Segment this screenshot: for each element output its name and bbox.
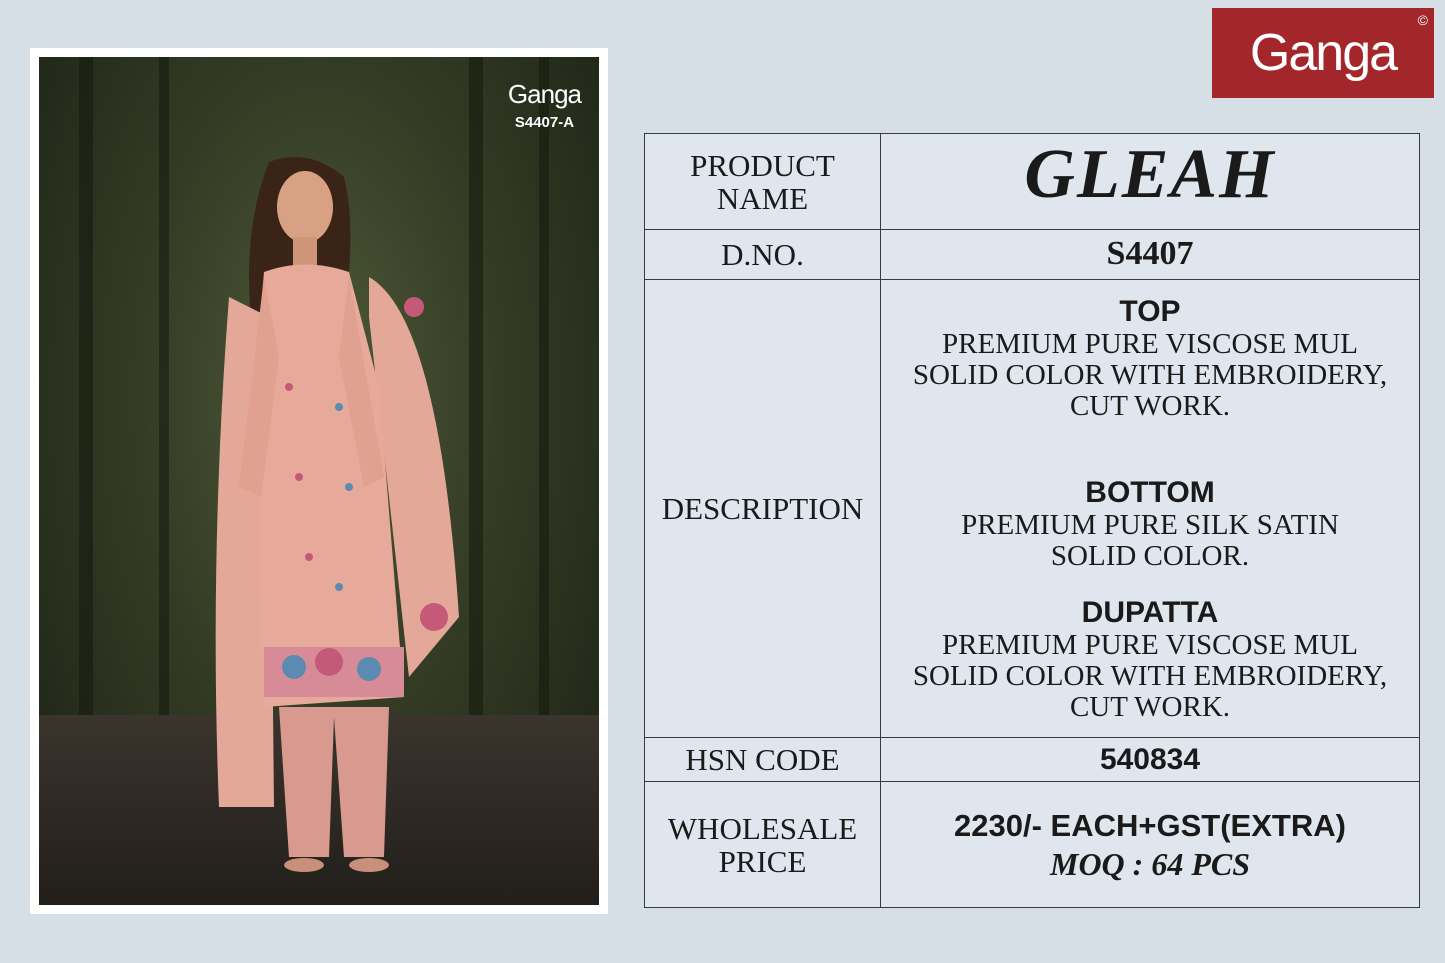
photo-design-code: S4407-A — [514, 114, 575, 131]
dupatta-title: DUPATTA — [1081, 595, 1219, 629]
brand-logo — [1212, 8, 1434, 98]
price-value: 2230/- EACH+GST(EXTRA) — [954, 807, 1346, 843]
product-name-cell — [881, 134, 1420, 230]
description-label: DESCRIPTION — [645, 280, 881, 738]
product-name-label — [645, 134, 881, 230]
dno-label: D.NO. — [645, 230, 881, 280]
photo-brand-logo: Ganga — [507, 79, 581, 109]
table-row — [645, 280, 1420, 738]
product-spec-table — [644, 133, 1420, 908]
top-line: SOLID COLOR WITH EMBROIDERY, — [912, 358, 1388, 391]
dupatta-line: PREMIUM PURE VISCOSE MUL — [941, 628, 1358, 661]
hsn-label: HSN CODE — [645, 738, 881, 782]
table-row — [645, 134, 1420, 230]
table-row — [645, 782, 1420, 908]
moq-value: MOQ : 64 PCS — [1049, 845, 1250, 882]
product-photo-frame — [30, 48, 608, 914]
top-title: TOP — [1119, 294, 1181, 328]
product-name-label-text: PRODUCT NAME — [690, 147, 835, 216]
top-line: PREMIUM PURE VISCOSE MUL — [941, 327, 1358, 360]
dno-cell — [881, 230, 1420, 280]
wholesale-price-cell — [881, 782, 1420, 908]
table-row — [645, 230, 1420, 280]
model-figure — [39, 57, 599, 905]
description-cell — [881, 280, 1420, 738]
wholesale-label-line: WHOLESALE — [667, 810, 858, 846]
bottom-line: SOLID COLOR. — [1050, 539, 1250, 572]
top-line: CUT WORK. — [1069, 389, 1231, 422]
bottom-title: BOTTOM — [1085, 475, 1215, 509]
brand-logo-text: Ganga — [1249, 24, 1397, 82]
hsn-cell — [881, 738, 1420, 782]
bottom-line: PREMIUM PURE SILK SATIN — [961, 508, 1339, 541]
hsn-code: 540834 — [1099, 742, 1201, 776]
design-number: S4407 — [1106, 235, 1194, 272]
copyright-mark: © — [1417, 12, 1426, 28]
wholesale-price-label — [645, 782, 881, 908]
dupatta-line: CUT WORK. — [1069, 690, 1231, 723]
wholesale-label-line: PRICE — [718, 843, 807, 879]
photo-brand-label — [508, 79, 581, 131]
product-name: GLEAH — [1024, 136, 1276, 213]
dupatta-line: SOLID COLOR WITH EMBROIDERY, — [912, 659, 1388, 692]
product-photo — [39, 57, 599, 905]
table-row — [645, 738, 1420, 782]
